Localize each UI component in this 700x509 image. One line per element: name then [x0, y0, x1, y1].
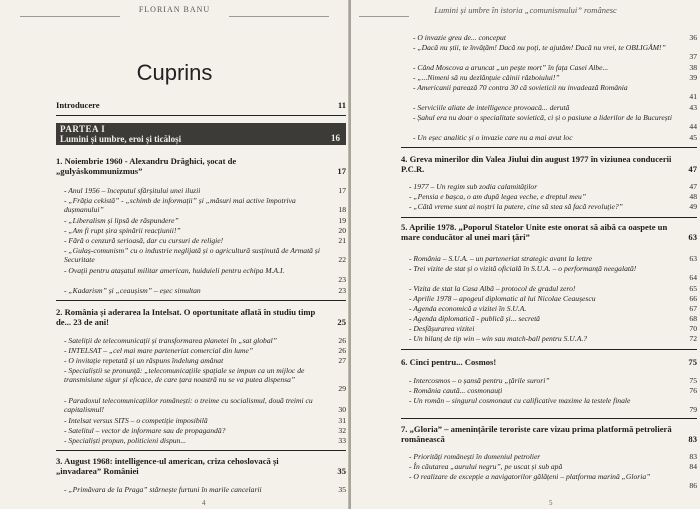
divider — [401, 217, 697, 218]
toc-chapter[interactable] — [56, 156, 346, 177]
toc-item[interactable] — [409, 376, 697, 385]
toc-item-page: 23 — [338, 286, 346, 295]
toc-item[interactable] — [64, 266, 346, 284]
chapter-title: 5. Aprilie 1978. „Poporul Statelor Unite este onorat să aibă ca oaspete un mare conducător al unei mari țări” — [401, 222, 668, 243]
toc-item-text: - INTELSAT – „cel mai mare parteneriat comercial din lume” — [64, 346, 254, 355]
toc-item[interactable] — [409, 182, 697, 191]
toc-item-text: - Anul 1956 – începutul sfârșitului unei iluzii — [64, 186, 201, 195]
toc-item-text: - „Câtă vreme sunt ai noștri la putere, cine să stea să facă revoluție?” — [409, 202, 623, 211]
chapter-page: 63 — [688, 232, 697, 243]
toc-item-page: 86 — [689, 481, 697, 490]
toc-item[interactable] — [409, 314, 697, 323]
toc-item-text: - În căutarea „aurului negru”, pe uscat și sub apă — [409, 462, 563, 471]
toc-item[interactable] — [64, 416, 346, 425]
toc-item[interactable] — [64, 366, 346, 393]
toc-item-text: - Agenda diplomatică - publică și... secretă — [409, 314, 540, 323]
toc-item[interactable] — [409, 264, 697, 282]
toc-chapter[interactable] — [401, 357, 697, 367]
toc-item-text: - Satelitul – vector de informare sau de propagandă? — [64, 426, 226, 435]
toc-item-text: - 1977 – Un regim sub zodia calamităților — [409, 182, 538, 191]
toc-item[interactable] — [64, 436, 346, 445]
toc-item-page: 65 — [689, 284, 697, 293]
toc-item-page: 41 — [689, 92, 697, 101]
part-page: 16 — [331, 133, 340, 143]
toc-item-page: 37 — [689, 52, 697, 61]
toc-item-text: - Americanii parează 70 contra 30 că sovieticii nu invadează România — [413, 83, 628, 92]
chapter-title: 7. „Gloria” – amenințările teroriste care vizau prima platformă petrolieră românească — [401, 424, 672, 445]
toc-item-page: 32 — [338, 426, 346, 435]
running-head-rule — [359, 16, 409, 17]
toc-item-page: 48 — [689, 192, 697, 201]
toc-item-text: - „...Nimeni să nu dezlănțuie câinii războiului!” — [413, 73, 560, 82]
chapter-title: 2. România și aderarea la Intelsat. O oportunitate aflată în studiu timp de... 23 de ani! — [56, 307, 316, 328]
part-title: Lumini și umbre, eroi și ticăloși — [60, 134, 182, 144]
toc-item[interactable] — [413, 43, 697, 61]
toc-item-page: 68 — [689, 314, 697, 323]
toc-item[interactable] — [409, 452, 697, 461]
toc-item-text: - „Primăvara de la Praga” stârnește furtuni în marile cancelarii — [64, 485, 262, 494]
toc-item-text: - Un eșec analitic și o invazie care nu a mai avut loc — [413, 133, 573, 142]
toc-item-text: - Serviciile aliate de intelligence provoacă... derută — [413, 103, 570, 112]
toc-item[interactable] — [64, 356, 346, 365]
toc-item-page: 63 — [689, 254, 697, 263]
toc-item-page: 31 — [338, 416, 346, 425]
toc-item-page: 66 — [689, 294, 697, 303]
chapter-title: 3. August 1968: intelligence-ul american, criza cehoslovacă și „invadarea” României — [56, 456, 279, 477]
toc-item[interactable] — [64, 336, 346, 345]
toc-item-text: - Intercosmos – o șansă pentru „țările surori” — [409, 376, 550, 385]
divider — [56, 300, 346, 301]
toc-item-page: 75 — [689, 376, 697, 385]
toc-item-page: 19 — [338, 216, 346, 225]
toc-item-text: - Aprilie 1978 – apogeul diplomatic al lui Nicolae Ceaușescu — [409, 294, 596, 303]
toc-item[interactable] — [409, 202, 697, 211]
toc-item-page: 76 — [689, 386, 697, 395]
chapter-page: 25 — [337, 317, 346, 328]
toc-item-page: 26 — [338, 336, 346, 345]
chapter-title: 1. Noiembrie 1960 - Alexandru Drăghici, șocat de „gulyáskommunizmus” — [56, 156, 237, 177]
chapter-page: 47 — [688, 164, 697, 175]
left-page — [0, 0, 349, 509]
toc-chapter[interactable] — [56, 456, 346, 477]
toc-item-page: 70 — [689, 324, 697, 333]
toc-chapter[interactable] — [401, 424, 697, 445]
toc-item-text: - Ovații pentru atașatul militar american, huiduieli pentru echipa M.A.I. — [64, 266, 285, 275]
toc-item-text: - „Am fi rupt șira spinării reacțiunii!” — [64, 226, 181, 235]
toc-item-page: 64 — [689, 273, 697, 282]
toc-item[interactable] — [409, 462, 697, 471]
toc-item-text: - Șahul era nu doar o specialitate sovietică, ci și o pasiune a liderilor de la București — [413, 113, 672, 122]
running-head-rule — [20, 16, 120, 17]
toc-item-text: - Un bilanț de tip win – win sau match-ball pentru S.U.A.? — [409, 334, 588, 343]
toc-item-text: - Desfășurarea vizitei — [409, 324, 475, 333]
toc-item-text: - „Kadarism” și „ceaușism” – eșec simultan — [64, 286, 201, 295]
toc-item-text: - Specialiști propun, politicieni dispun... — [64, 436, 187, 445]
toc-item[interactable] — [64, 485, 346, 494]
toc-item[interactable] — [409, 334, 697, 343]
toc-item-text: - „Dacă nu știi, te învățăm! Dacă nu poți, te ajutăm! Dacă nu vrei, te OBLIGĂM!” — [413, 43, 666, 52]
toc-item-page: 39 — [689, 73, 697, 82]
toc-intro[interactable] — [56, 100, 346, 110]
toc-item[interactable] — [409, 192, 697, 201]
toc-item-text: - Paradoxul telecomunicațiilor românești: o treime cu socialismul, două treimi cu capitalismul! — [64, 396, 313, 415]
toc-item[interactable] — [409, 386, 697, 395]
toc-item-text: - Când Moscova a aruncat „un pește mort” în fața Casei Albe... — [413, 63, 609, 72]
toc-item-page: 22 — [338, 255, 346, 264]
right-page — [351, 0, 700, 509]
toc-item-text: - Vizita de stat la Casa Albă – protocol de gradul zero! — [409, 284, 576, 293]
toc-item-text: - Trei vizite de stat și o vizită oficială în S.U.A. – o performanță neegalată! — [409, 264, 637, 273]
toc-item-text: - O realizare de excepție a navigatorilor gălățeni – platforma marină „Gloria” — [409, 472, 651, 481]
toc-item-text: - Priorități românești în domeniul petrolier — [409, 452, 541, 461]
toc-item-page: 26 — [338, 346, 346, 355]
toc-item[interactable] — [409, 294, 697, 303]
toc-item-text: - România caută... cosmonauți — [409, 386, 503, 395]
toc-item[interactable] — [64, 186, 346, 195]
toc-item[interactable] — [413, 103, 697, 112]
toc-intro-page: 11 — [337, 100, 346, 110]
toc-item[interactable] — [413, 133, 697, 142]
part-number: PARTEA I — [60, 124, 106, 134]
toc-item-page: 29 — [338, 384, 346, 393]
toc-item-page: 33 — [338, 436, 346, 445]
toc-item-text: - Fără o cenzură serioasă, dar cu cursuri de religie! — [64, 236, 224, 245]
running-head-rule — [229, 16, 329, 17]
toc-item-text: - România – S.U.A. – un parteneriat strategic avant la lettre — [409, 254, 592, 263]
toc-item-page: 79 — [689, 405, 697, 414]
toc-item[interactable] — [64, 226, 346, 235]
toc-item[interactable] — [64, 216, 346, 225]
toc-item[interactable] — [64, 346, 346, 355]
page-title: Cuprins — [136, 60, 213, 85]
toc-item[interactable] — [409, 284, 697, 293]
toc-item-page: 84 — [689, 462, 697, 471]
divider — [56, 115, 346, 116]
divider — [401, 418, 697, 419]
toc-item-page: 67 — [689, 304, 697, 313]
toc-item-page: 27 — [338, 356, 346, 365]
chapter-title: 4. Greva minerilor din Valea Jiului din august 1977 în viziunea conducerii P.C.R. — [401, 154, 672, 175]
running-head-right: Lumini și umbre în istoria „comunismului” românesc — [434, 5, 617, 15]
toc-item-text: - O invitație repetată și un răspuns îndelung amânat — [64, 356, 224, 365]
toc-item-page: 21 — [338, 236, 346, 245]
toc-item-page: 36 — [689, 33, 697, 42]
toc-item-text: - Sateliții de telecomunicații și transformarea planetei în „sat global” — [64, 336, 277, 345]
toc-item[interactable] — [413, 113, 697, 131]
toc-item-page: 83 — [689, 452, 697, 461]
toc-chapter[interactable] — [401, 154, 697, 175]
chapter-title: 6. Cinci pentru... Cosmos! — [401, 357, 497, 367]
toc-item[interactable] — [409, 472, 697, 490]
toc-item-text: - Un român – singurul cosmonaut cu calificative maxime la testele finale — [409, 396, 631, 405]
toc-item-page: 45 — [689, 133, 697, 142]
page-number: 5 — [549, 499, 553, 507]
running-head-left: FLORIAN BANU — [138, 5, 211, 14]
toc-item-text: - „Pensia e bașca, o am după legea veche, e dreptul meu” — [409, 192, 587, 201]
toc-item-page: 44 — [689, 122, 697, 131]
toc-item-page: 72 — [689, 334, 697, 343]
toc-item[interactable] — [413, 63, 697, 72]
toc-item-page: 35 — [338, 485, 346, 494]
toc-item[interactable] — [409, 324, 697, 333]
toc-item[interactable] — [409, 254, 697, 263]
toc-item[interactable] — [64, 286, 346, 295]
toc-chapter[interactable] — [401, 222, 697, 243]
toc-item-text: - Agenda economică a vizitei în S.U.A. — [409, 304, 527, 313]
divider — [401, 349, 697, 350]
page-number: 4 — [202, 499, 206, 507]
toc-item[interactable] — [409, 304, 697, 313]
toc-item-page: 38 — [689, 63, 697, 72]
toc-item-text: - Intelsat versus SITS – o competiție imposibilă — [64, 416, 208, 425]
part-heading[interactable] — [56, 123, 346, 145]
toc-item[interactable] — [413, 83, 697, 101]
divider — [401, 147, 697, 148]
chapter-page: 35 — [337, 466, 346, 477]
toc-item-text: - „Liberalism și lipsă de răspundere” — [64, 216, 179, 225]
toc-item-page: 17 — [338, 186, 346, 195]
toc-item[interactable] — [413, 73, 697, 82]
toc-item-text: - „Frăția cekistă” - „schimb de informații” și „măsuri mai active împotriva dușmanului” — [64, 196, 296, 215]
toc-item-page: 20 — [338, 226, 346, 235]
toc-item-page: 30 — [338, 405, 346, 414]
chapter-page: 75 — [688, 357, 697, 367]
toc-item[interactable] — [64, 246, 346, 264]
toc-item[interactable] — [409, 396, 697, 414]
toc-item[interactable] — [64, 396, 346, 414]
toc-item-text: - Specialiștii se pronunță: „telecomunicațiile spațiale se impun ca un mijloc de transmisiune sigur și eficace, de care țara noastră nu se va putea dispensa” — [64, 366, 305, 385]
toc-item-page: 18 — [338, 205, 346, 214]
toc-item[interactable] — [64, 426, 346, 435]
toc-item[interactable] — [64, 236, 346, 245]
toc-item[interactable] — [413, 33, 697, 42]
toc-item-page: 43 — [689, 103, 697, 112]
toc-item-text: - „Gulaș-comunism” cu o industrie neglijată și o agricultură susținută de Armată și Securitate — [64, 246, 320, 265]
toc-item[interactable] — [64, 196, 346, 214]
toc-chapter[interactable] — [56, 307, 346, 328]
chapter-page: 83 — [688, 434, 697, 445]
divider — [56, 450, 346, 451]
toc-item-page: 23 — [338, 275, 346, 284]
toc-item-page: 47 — [689, 182, 697, 191]
toc-item-page: 49 — [689, 202, 697, 211]
toc-item-text: - O invazie greu de... conceput — [413, 33, 506, 42]
toc-intro-label: Introducere — [56, 100, 100, 110]
chapter-page: 17 — [337, 166, 346, 177]
